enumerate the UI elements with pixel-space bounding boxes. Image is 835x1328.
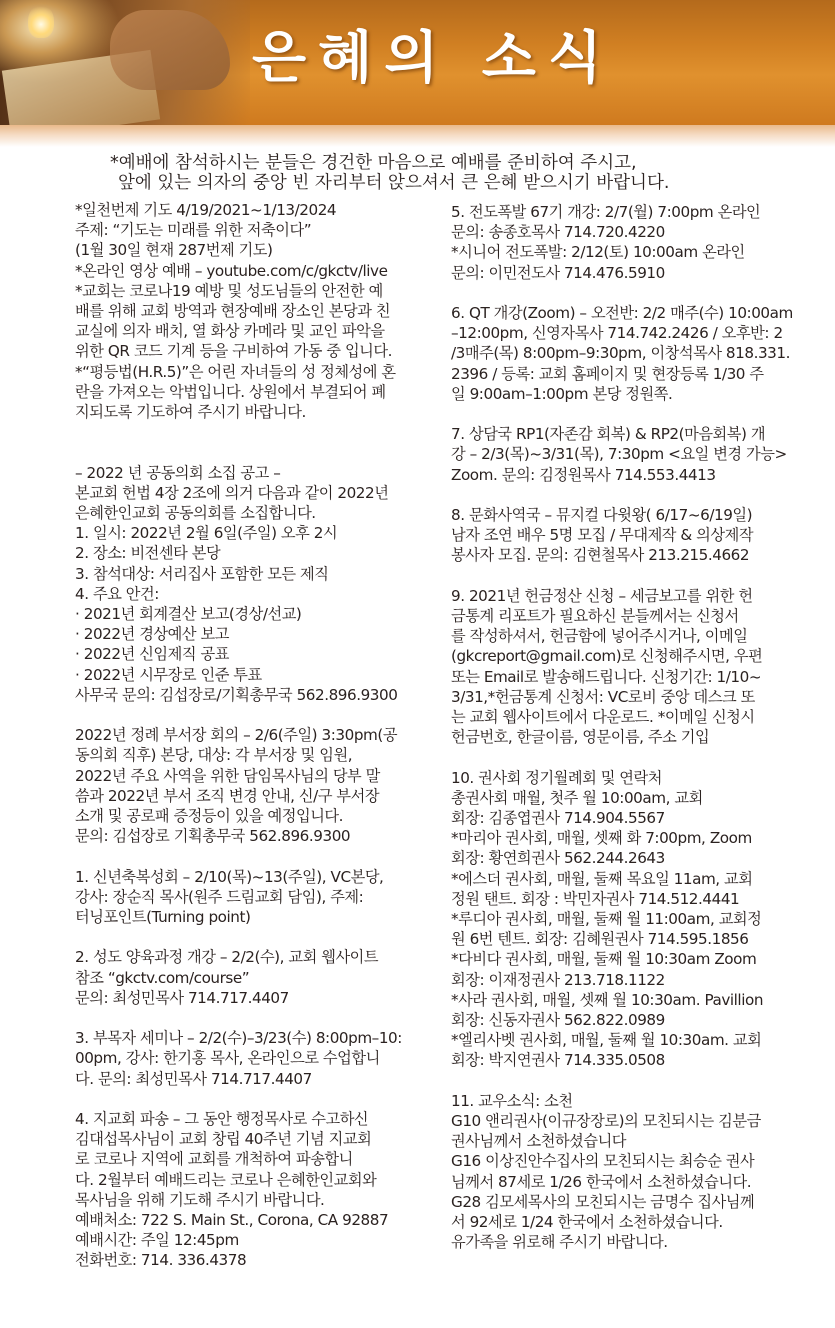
- text-line: 다. 문의: 최성민목사 714.717.4407: [75, 1069, 312, 1088]
- text-line: –12:00pm, 신영자목사 714.742.2426 / 오후반: 2: [451, 324, 783, 343]
- text-line: 2022년 정례 부서장 회의 – 2/6(주일) 3:30pm(공: [75, 726, 398, 745]
- text-line: G10 앤리권사(이규장장로)의 모친되시는 김분금: [451, 1112, 761, 1131]
- blank-line: [75, 1089, 440, 1109]
- text-line: Zoom. 문의: 김정원목사 714.553.4413: [451, 465, 716, 484]
- candle-light-icon: [28, 4, 54, 38]
- text-line: 남자 조연 배우 5명 모집 / 무대제작 & 의상제작: [451, 526, 754, 545]
- text-line: 2. 성도 양육과정 개강 – 2/2(수), 교회 웹사이트: [75, 948, 379, 967]
- text-line: · 2021년 회계결산 보고(경상/선교): [75, 605, 302, 624]
- text-line: 란을 가져오는 악법입니다. 상원에서 부결되어 폐: [75, 382, 386, 401]
- text-line: 원 6번 텐트. 회장: 김혜원권사 714.595.1856: [451, 930, 749, 949]
- text-line: 3/31,*헌금통계 신청서: VC로비 중앙 데스크 또: [451, 687, 755, 706]
- text-line: 1. 신년축복성회 – 2/10(목)~13(주일), VC본당,: [75, 867, 384, 886]
- text-line: *루디아 권사회, 매월, 둘째 월 11:00am, 교회정: [451, 910, 762, 929]
- text-line: 6. QT 개강(Zoom) – 오전반: 2/2 매주(수) 10:00am: [451, 304, 793, 322]
- text-line: 2396 / 등록: 교회 홈페이지 및 현장등록 1/30 주: [451, 364, 764, 383]
- praying-hands-image: [110, 10, 230, 90]
- text-line: 정원 탠트. 회장 : 박민자권사 714.512.4441: [451, 889, 740, 908]
- text-line: 사무국 문의: 김섭장로/기획총무국 562.896.9300: [75, 685, 398, 704]
- text-line: 4. 주요 안건:: [75, 584, 159, 603]
- text-line: 서 92세로 1/24 한국에서 소천하셨습니다.: [451, 1213, 723, 1232]
- text-line: 강사: 장순직 목사(원주 드림교회 담임), 주제:: [75, 887, 364, 906]
- text-line: 4. 지교회 파송 – 그 동안 행정목사로 수고하신: [75, 1110, 369, 1129]
- text-line: 문의: 이민전도사 714.476.5910: [451, 263, 665, 282]
- text-line: 주제: “기도는 미래를 위한 저축이다”: [75, 221, 312, 240]
- text-line: 11. 교우소식: 소천: [451, 1091, 573, 1110]
- text-line: 회장: 이재정권사 213.718.1122: [451, 970, 665, 989]
- text-line: 전화번호: 714. 336.4378: [75, 1251, 247, 1270]
- blank-line: [451, 404, 821, 424]
- text-line: (gkcreport@gmail.com)로 신청해주시면, 우편: [451, 647, 763, 666]
- blank-line: [75, 846, 440, 866]
- text-line: – 2022 년 공동의회 소집 공고 –: [75, 463, 281, 482]
- text-line: 회장: 황연희권사 562.244.2643: [451, 849, 665, 868]
- text-line: 8. 문화사역국 – 뮤지컬 다윗왕( 6/17~6/19일): [451, 506, 753, 524]
- text-line: 배를 위해 교회 방역과 현장예배 장소인 본당과 친: [75, 302, 391, 321]
- text-line: 총권사회 매월, 첫주 월 10:00am, 교회: [451, 788, 703, 807]
- text-line: 지되도록 기도하여 주시기 바랍니다.: [75, 403, 306, 422]
- text-line: 2. 장소: 비전센타 본당: [75, 544, 221, 563]
- text-line: 강 – 2/3(목)~3/31(목), 7:30pm <요일 변경 가능>: [451, 445, 787, 464]
- text-line: 또는 Email로 발송해드립니다. 신청기간: 1/10~: [451, 667, 762, 686]
- text-line: 참조 “gkctv.com/course”: [75, 968, 250, 987]
- text-line: 위한 QR 코드 기계 등을 구비하여 가동 중 입니다.: [75, 342, 392, 361]
- page-title: 은혜의 소식: [252, 25, 614, 91]
- text-line: 다. 2월부터 예배드리는 코로나 은혜한인교회와: [75, 1170, 377, 1189]
- text-line: 3. 참석대상: 서리집사 포함한 모든 제직: [75, 564, 329, 583]
- blank-line: [75, 442, 440, 462]
- text-line: · 2022년 경상예산 보고: [75, 625, 229, 644]
- blank-line: [451, 566, 821, 586]
- text-line: 문의: 김섭장로 기획총무국 562.896.9300: [75, 827, 351, 846]
- text-line: 김대섭목사님이 교회 창립 40주년 기념 지교회: [75, 1130, 372, 1149]
- left-column: [75, 200, 440, 1271]
- blank-line: [75, 422, 440, 442]
- blank-line: [451, 1071, 821, 1091]
- text-line: 00pm, 강사: 한기홍 목사, 온라인으로 수업합니: [75, 1049, 380, 1068]
- text-line: *교회는 코로나19 예방 및 성도님들의 안전한 예: [75, 281, 383, 300]
- text-line: 는 교회 웹사이트에서 다운로드. *이메일 신청시: [451, 708, 755, 727]
- text-line: 3. 부목자 세미나 – 2/2(수)–3/23(수) 8:00pm–10:: [75, 1029, 402, 1048]
- text-line: /3매주(목) 8:00pm–9:30pm, 이창석목사 818.331.: [451, 344, 790, 363]
- text-line: · 2022년 시무장로 인준 투표: [75, 665, 262, 684]
- text-line: 회장: 신동자권사 562.822.0989: [451, 1011, 665, 1030]
- text-line: 회장: 박지연권사 714.335.0508: [451, 1051, 665, 1070]
- text-line: 본교회 헌법 4장 2조에 의거 다음과 같이 2022년: [75, 483, 389, 502]
- text-line: 5. 전도폭발 67기 개강: 2/7(월) 7:00pm 온라인: [451, 203, 761, 221]
- text-line: 금통계 리포트가 필요하신 분들께서는 신청서: [451, 607, 739, 625]
- text-line: G16 이상진안수집사의 모친되시는 최승순 권사: [451, 1152, 755, 1171]
- text-line: *엘리사벳 권사회, 매월, 둘째 월 10:30am. 교회: [451, 1031, 762, 1050]
- header-divider: [0, 125, 835, 147]
- text-line: *다비다 권사회, 매월, 둘째 월 10:30am Zoom: [451, 950, 757, 969]
- right-column: [451, 202, 821, 1252]
- text-line: *사라 권사회, 매월, 셋째 월 10:30am. Pavillion: [451, 990, 763, 1009]
- text-line: 10. 권사회 정기월례회 및 연락처: [451, 768, 662, 787]
- blank-line: [451, 485, 821, 505]
- text-line: 문의: 최성민목사 714.717.4407: [75, 988, 289, 1007]
- text-line: G28 김모세목사의 모친되시는 금명수 집사님께: [451, 1192, 755, 1211]
- blank-line: [451, 283, 821, 303]
- text-line: 회장: 김종엽권사 714.904.5567: [451, 809, 665, 828]
- text-line: 예배시간: 주일 12:45pm: [75, 1231, 239, 1250]
- text-line: 동의회 직후) 본당, 대상: 각 부서장 및 임원,: [75, 746, 353, 765]
- text-line: 9. 2021년 헌금정산 신청 – 세금보고를 위한 헌: [451, 586, 753, 605]
- text-line: 유가족을 위로해 주시기 바랍니다.: [451, 1233, 668, 1252]
- intro-line: *예배에 참석하시는 분들은 경건한 마음으로 예배를 준비하여 주시고,: [110, 153, 637, 173]
- intro-line: 앞에 있는 의자의 중앙 빈 자리부터 앉으셔서 큰 은혜 받으시기 바랍니다.: [118, 173, 670, 193]
- text-line: 은혜한인교회 공동의회를 소집합니다.: [75, 504, 316, 523]
- text-line: 2022년 주요 사역을 위한 담임목사님의 당부 말: [75, 766, 380, 785]
- blank-line: [75, 927, 440, 947]
- text-line: 를 작성하셔서, 헌금함에 넣어주시거나, 이메일: [451, 627, 748, 646]
- header-banner: [0, 0, 835, 125]
- text-line: 문의: 송종호목사 714.720.4220: [451, 223, 665, 242]
- text-line: *시니어 전도폭발: 2/12(토) 10:00am 온라인: [451, 243, 745, 262]
- text-line: 로 코로나 지역에 교회를 개척하여 파송합니: [75, 1150, 353, 1169]
- text-line: 님께서 87세로 1/26 한국에서 소천하셨습니다.: [451, 1172, 752, 1191]
- blank-line: [451, 747, 821, 767]
- text-line: 목사님을 위해 기도해 주시기 바랍니다.: [75, 1190, 325, 1209]
- blank-line: [75, 705, 440, 725]
- text-line: *일천번제 기도 4/19/2021~1/13/2024: [75, 201, 337, 219]
- text-line: 교실에 의자 배치, 열 화상 카메라 및 교인 파악을: [75, 322, 385, 341]
- text-line: 터닝포인트(Turning point): [75, 908, 251, 927]
- text-line: *마리아 권사회, 매월, 셋째 화 7:00pm, Zoom: [451, 829, 752, 848]
- text-line: 일 9:00am–1:00pm 본당 정원쪽.: [451, 384, 673, 403]
- text-line: 권사님께서 소천하셨습니다: [451, 1132, 627, 1151]
- text-line: 예배처소: 722 S. Main St., Corona, CA 92887: [75, 1211, 389, 1230]
- text-line: *온라인 영상 예배 – youtube.com/c/gkctv/live: [75, 261, 388, 280]
- text-line: 7. 상담국 RP1(자존감 회복) & RP2(마음회복) 개: [451, 425, 766, 444]
- blank-line: [75, 1008, 440, 1028]
- header-photo: [0, 0, 250, 125]
- text-line: 헌금번호, 한글이름, 영문이름, 주소 기입: [451, 728, 710, 747]
- text-line: *“평등법(H.R.5)”은 어린 자녀들의 성 정체성에 혼: [75, 362, 396, 381]
- text-line: (1월 30일 현재 287번제 기도): [75, 241, 273, 260]
- text-line: 봉사자 모집. 문의: 김현철목사 213.215.4662: [451, 546, 750, 565]
- text-line: 소개 및 공로패 증정등이 있을 예정입니다.: [75, 807, 344, 826]
- text-line: 1. 일시: 2022년 2월 6일(주일) 오후 2시: [75, 524, 338, 543]
- text-line: *에스더 권사회, 매월, 둘째 목요일 11am, 교회: [451, 869, 753, 888]
- text-line: 씀과 2022년 부서 조직 변경 안내, 신/구 부서장: [75, 786, 380, 805]
- text-line: · 2022년 신임제직 공표: [75, 645, 229, 664]
